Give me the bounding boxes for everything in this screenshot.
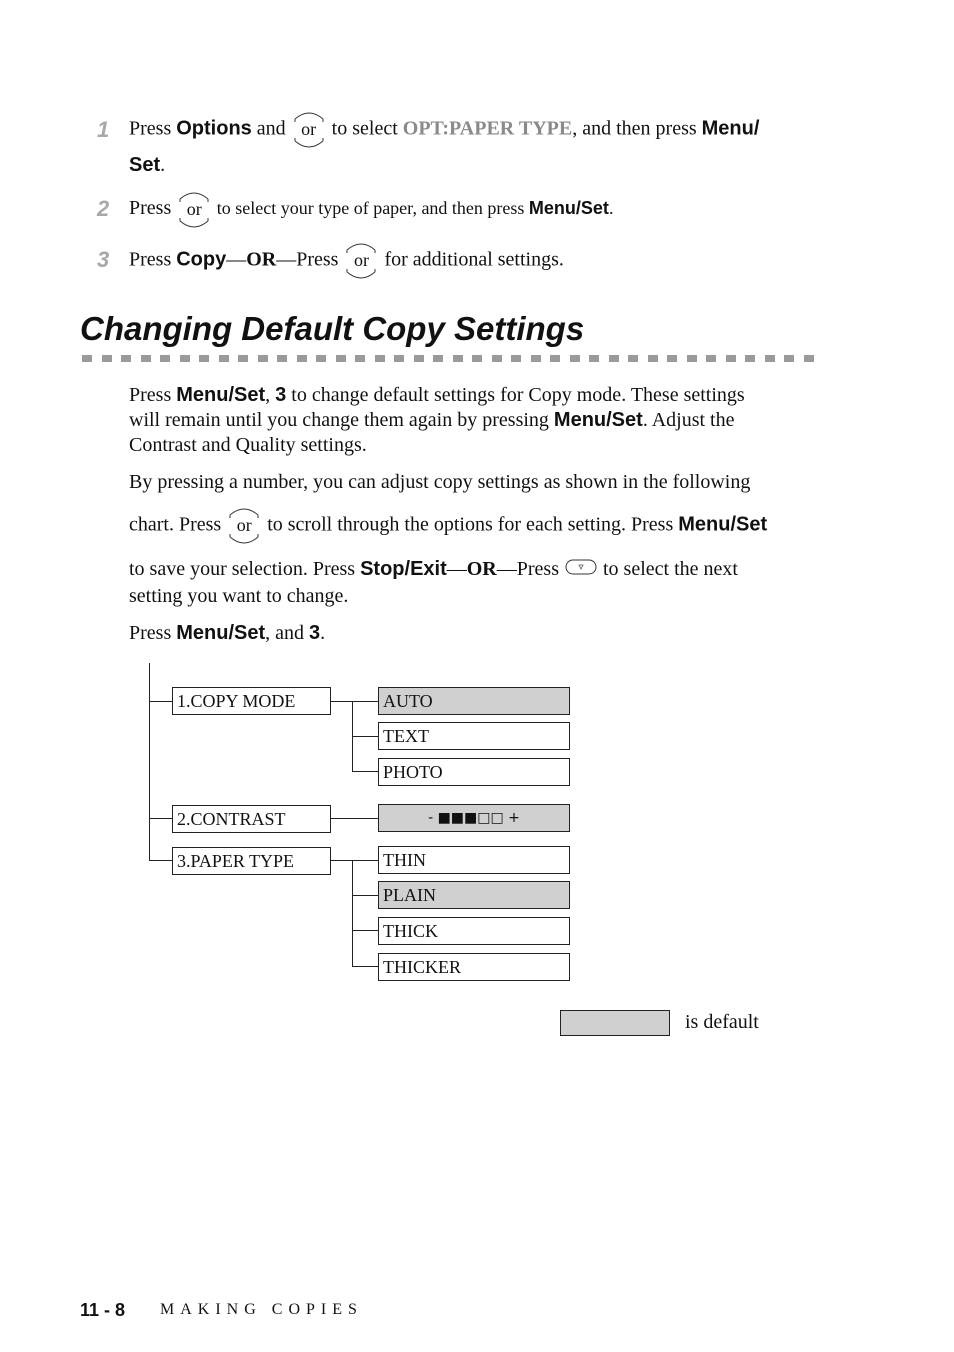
option-photo: PHOTO bbox=[378, 758, 570, 786]
rule-dash bbox=[238, 355, 248, 362]
page-number: 11 - 8 bbox=[80, 1300, 126, 1320]
up-down-navigation-icon: or bbox=[226, 503, 262, 549]
rule-dash bbox=[726, 355, 736, 362]
setting-paper-type: 3.PAPER TYPE bbox=[172, 847, 331, 875]
up-down-navigation-icon: or bbox=[291, 107, 327, 153]
tree-branch-line bbox=[149, 860, 172, 861]
rule-dash bbox=[609, 355, 619, 362]
rule-dash bbox=[472, 355, 482, 362]
rule-dash bbox=[258, 355, 268, 362]
rule-dash bbox=[199, 355, 209, 362]
connector-line bbox=[352, 860, 353, 966]
rule-dash bbox=[648, 355, 658, 362]
rule-dash bbox=[394, 355, 404, 362]
rule-dash bbox=[82, 355, 92, 362]
rule-dash bbox=[667, 355, 677, 362]
rule-dash bbox=[765, 355, 775, 362]
option-text: TEXT bbox=[378, 722, 570, 750]
connector-line bbox=[331, 701, 378, 702]
connector-line bbox=[331, 860, 378, 861]
rule-dash bbox=[219, 355, 229, 362]
rule-dash bbox=[180, 355, 190, 362]
rule-dash bbox=[316, 355, 326, 362]
option-plain: PLAIN bbox=[378, 881, 570, 909]
connector-line bbox=[331, 818, 378, 819]
connector-line bbox=[352, 930, 378, 931]
rule-dash bbox=[453, 355, 463, 362]
footer-section-title: MAKING COPIES bbox=[160, 1301, 363, 1318]
option-auto: AUTO bbox=[378, 687, 570, 715]
rule-dash bbox=[102, 355, 112, 362]
paragraph-press: Press Menu/Set, and 3. bbox=[129, 622, 326, 644]
rule-dash bbox=[297, 355, 307, 362]
setting-copy-mode: 1.COPY MODE bbox=[172, 687, 331, 715]
paragraph-instructions: By pressing a number, you can adjust copy settings as shown in the following chart. Press or to scroll through the options for each setting. Press Menu/Set to save your selection. Press Stop/Exit—OR—Press to select the next setting you want to change. bbox=[129, 471, 768, 607]
rule-dash bbox=[804, 355, 814, 362]
rule-dash bbox=[433, 355, 443, 362]
step-3-text: Press Copy—OR—Press or for additional settings. bbox=[129, 238, 849, 284]
left-arrow-key-icon bbox=[564, 557, 598, 584]
rule-dash bbox=[121, 355, 131, 362]
rule-dash bbox=[687, 355, 697, 362]
step-number: 3 bbox=[97, 247, 110, 272]
rule-dash bbox=[706, 355, 716, 362]
up-down-navigation-icon: or bbox=[343, 238, 379, 284]
option-thick: THICK bbox=[378, 917, 570, 945]
connector-line bbox=[352, 895, 378, 896]
rule-dash bbox=[375, 355, 385, 362]
rule-dash bbox=[492, 355, 502, 362]
rule-dash bbox=[355, 355, 365, 362]
tree-branch-line bbox=[149, 818, 172, 819]
step-2-text: Press or to select your type of paper, and then press Menu/Set. bbox=[129, 187, 849, 233]
rule-dash bbox=[745, 355, 755, 362]
rule-dash bbox=[589, 355, 599, 362]
rule-dash bbox=[141, 355, 151, 362]
rule-dash bbox=[511, 355, 521, 362]
paragraph-intro: Press Menu/Set, 3 to change default settings for Copy mode. These settings will remain until you change them again by pressing Menu/Set. Adjust the Contrast and Quality settings. bbox=[129, 384, 745, 456]
rule-dash bbox=[336, 355, 346, 362]
tree-branch-line bbox=[149, 701, 172, 702]
rule-dash bbox=[570, 355, 580, 362]
legend-label: is default bbox=[685, 1011, 759, 1033]
rule-dash bbox=[628, 355, 638, 362]
setting-contrast: 2.CONTRAST bbox=[172, 805, 331, 833]
step-1-text: Press Options and or to select OPT:PAPER TYPE, and then press Menu/ Set. bbox=[129, 107, 849, 178]
option-contrast-level: - ■■■□□ + bbox=[378, 804, 570, 832]
rule-dash bbox=[277, 355, 287, 362]
connector-line bbox=[352, 736, 378, 737]
connector-line bbox=[352, 771, 378, 772]
rule-dash bbox=[784, 355, 794, 362]
rule-dash bbox=[550, 355, 560, 362]
rule-dash bbox=[414, 355, 424, 362]
connector-line bbox=[352, 966, 378, 967]
rule-dash bbox=[531, 355, 541, 362]
option-thicker: THICKER bbox=[378, 953, 570, 981]
up-down-navigation-icon: or bbox=[176, 187, 212, 233]
step-number: 2 bbox=[97, 196, 110, 221]
legend-default-swatch bbox=[560, 1010, 670, 1036]
step-number: 1 bbox=[97, 117, 110, 142]
section-heading: Changing Default Copy Settings bbox=[80, 310, 585, 347]
option-thin: THIN bbox=[378, 846, 570, 874]
rule-dash bbox=[160, 355, 170, 362]
tree-trunk-line bbox=[149, 663, 150, 860]
